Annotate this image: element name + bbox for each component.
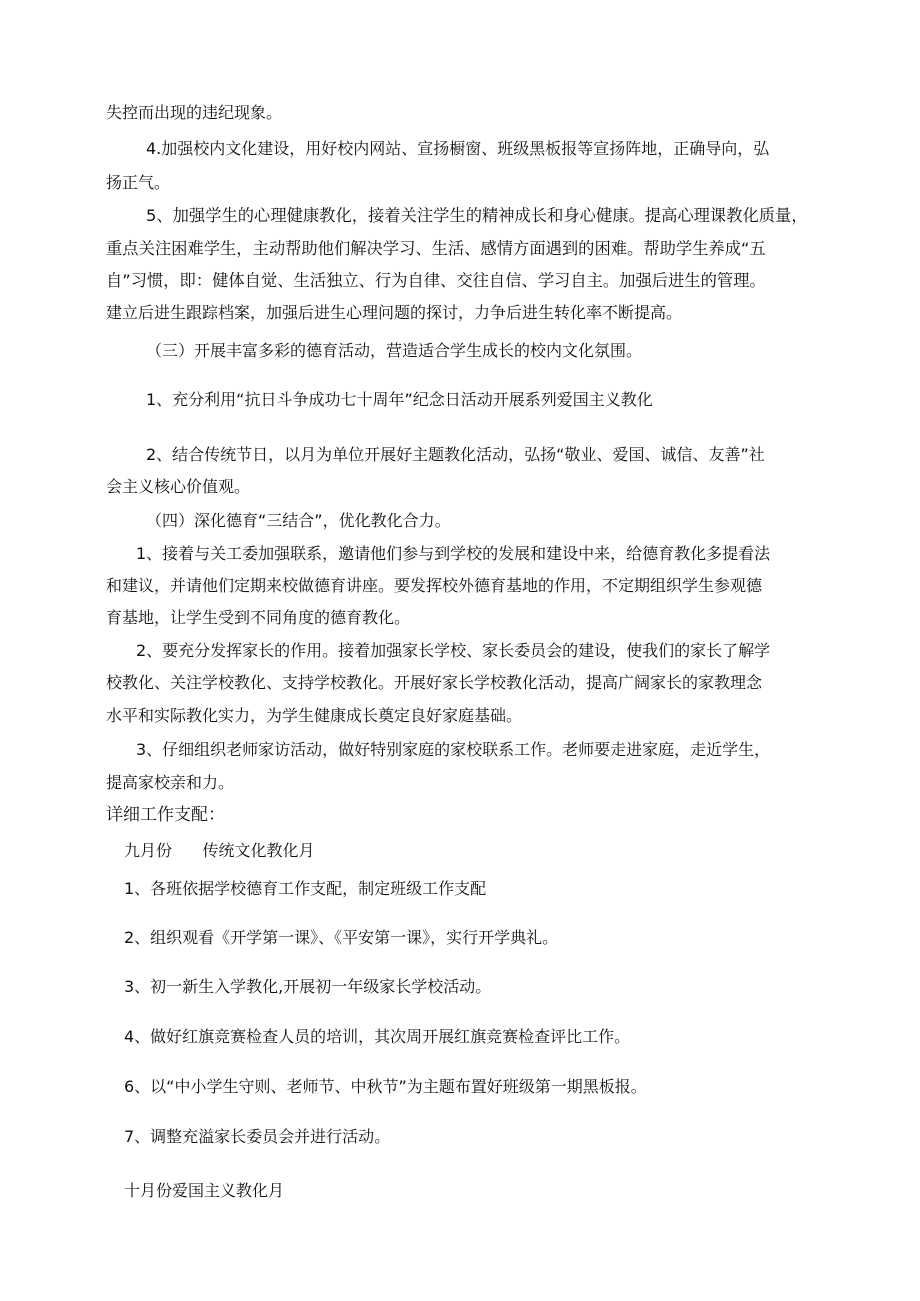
text-line: 4.加强校内文化建设，用好校内网站、宣扬橱窗、班级黑板报等宣扬阵地，正确导向，弘 — [146, 139, 770, 158]
list-item: 3、初一新生入学教化,开展初一年级家长学校活动。 — [124, 977, 492, 996]
text-line: 失控而出现的违纪现象。 — [106, 103, 283, 122]
list-item: 1、各班依据学校德育工作支配，制定班级工作支配 — [124, 879, 487, 898]
text-line: 育基地，让学生受到不同角度的德育教化。 — [106, 608, 411, 627]
schedule-heading: 详细工作支配： — [106, 805, 225, 825]
month-heading-october: 十月份爱国主义教化月 — [124, 1181, 285, 1200]
section-heading: （四）深化德育“三结合”，优化教化合力。 — [146, 511, 451, 530]
text-line: 水平和实际教化实力，为学生健康成长奠定良好家庭基础。 — [106, 706, 523, 725]
list-item: 6、以“中小学生守则、老师节、中秋节”为主题布置好班级第一期黑板报。 — [124, 1077, 647, 1096]
text-line: 2、要充分发挥家长的作用。接着加强家长学校、家长委员会的建设，使我们的家长了解学 — [136, 641, 771, 660]
text-line: 会主义核心价值观。 — [106, 477, 251, 496]
text-line: 建立后进生跟踪档案，加强后进生心理问题的探讨，力争后进生转化率不断提高。 — [106, 303, 683, 322]
text-line: 提高家校亲和力。 — [106, 773, 235, 792]
section-heading: （三）开展丰富多彩的德育活动，营造适合学生成长的校内文化氛围。 — [146, 341, 643, 360]
text-line: 1、接着与关工委加强联系，邀请他们参与到学校的发展和建设中来，给德育教化多提看法 — [136, 544, 771, 563]
list-item: 4、做好红旗竞赛检查人员的培训，其次周开展红旗竞赛检查评比工作。 — [124, 1027, 631, 1046]
month-heading-september: 九月份 传统文化教化月 — [124, 841, 315, 860]
text-line: 1、充分利用“抗日斗争成功七十周年”纪念日活动开展系列爱国主义教化 — [146, 390, 653, 409]
list-item: 7、调整充溢家长委员会并进行活动。 — [124, 1127, 391, 1146]
text-line: 5、加强学生的心理健康教化，接着关注学生的精神成长和身心健康。提高心理课教化质量， — [146, 206, 808, 225]
text-line: 自”习惯，即：健体自觉、生活独立、行为自律、交往自信、学习自主。加强后进生的管理。 — [106, 271, 766, 290]
text-line: 校教化、关注学校教化、支持学校教化。开展好家长学校教化活动，提高广阔家长的家教理念 — [106, 673, 763, 692]
text-line: 重点关注困难学生，主动帮助他们解决学习、生活、感情方面遇到的困难。帮助学生养成“五 — [106, 239, 766, 258]
text-line: 3、仔细组织老师家访活动，做好特别家庭的家校联系工作。老师要走进家庭，走近学生， — [136, 740, 771, 759]
list-item: 2、组织观看《开学第一课》、《平安第一课》，实行开学典礼。 — [124, 928, 559, 947]
text-line: 扬正气。 — [106, 173, 171, 192]
text-line: 2、结合传统节日，以月为单位开展好主题教化活动，弘扬“敬业、爱国、诚信、友善”社 — [146, 445, 765, 464]
text-line: 和建议，并请他们定期来校做德育讲座。要发挥校外德育基地的作用，不定期组织学生参观德 — [106, 576, 763, 595]
